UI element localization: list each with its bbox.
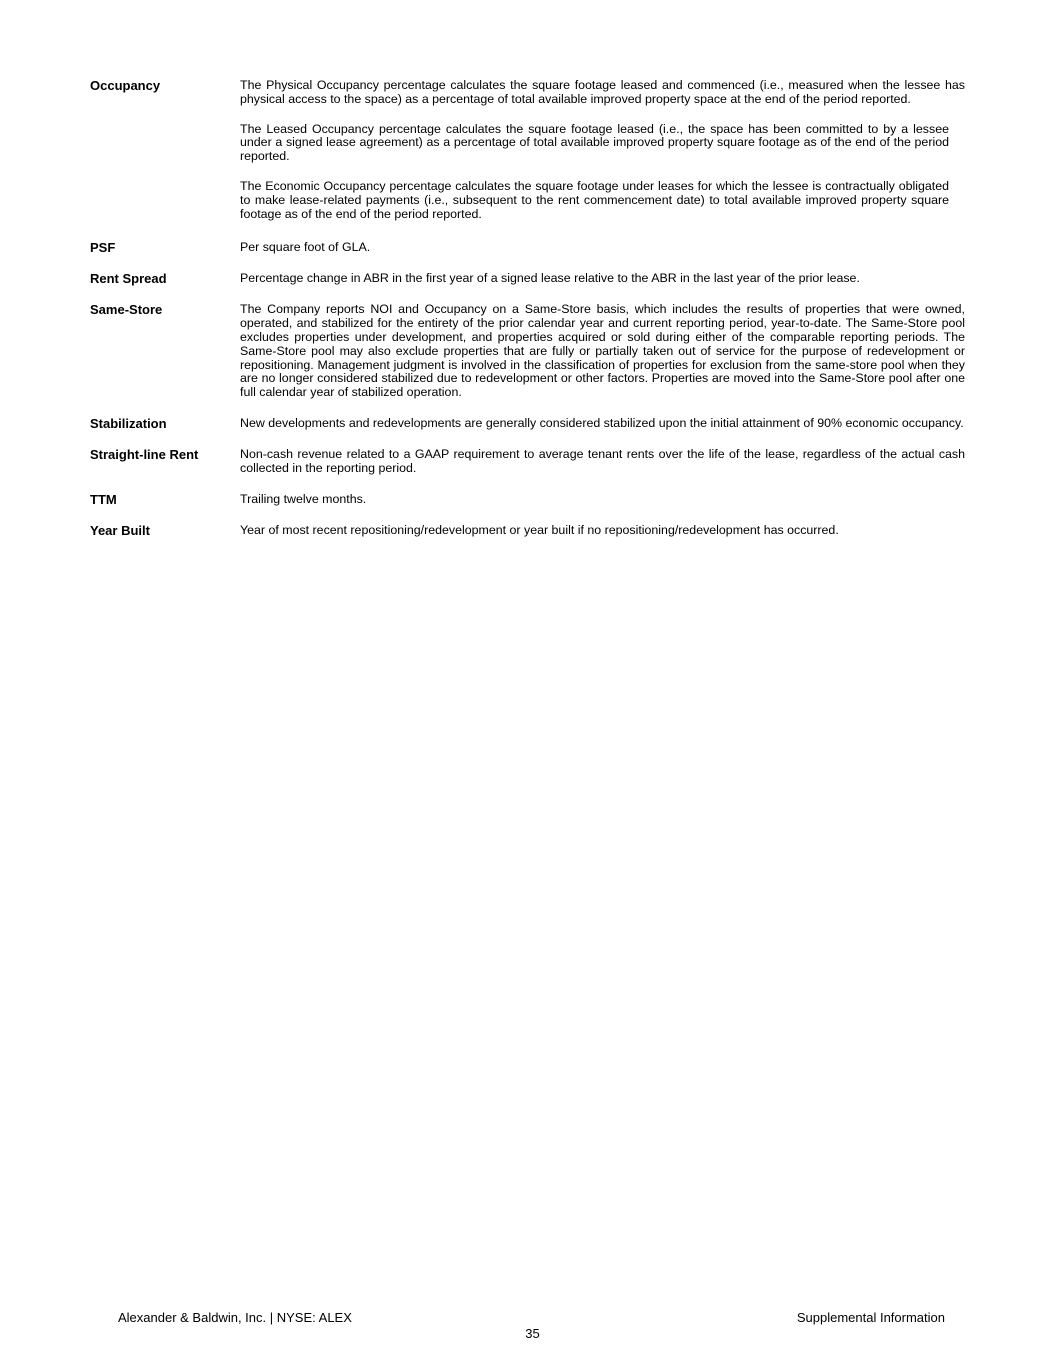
page-number: 35	[525, 1326, 540, 1341]
glossary-definitions	[240, 524, 965, 538]
glossary-definitions	[240, 448, 965, 476]
glossary-definition: Trailing twelve months.	[240, 491, 367, 506]
glossary-definitions	[240, 417, 965, 431]
glossary-entry-same-store	[90, 303, 965, 400]
glossary-entry-straight-line-rent	[90, 448, 965, 476]
glossary-entry-stabilization	[90, 417, 965, 431]
glossary-definition: Non-cash revenue related to a GAAP requirement to average tenant rents over the life of the lease, regardless of the actual cash collected in the reporting period.	[240, 446, 965, 475]
glossary-entry-rent-spread	[90, 272, 965, 286]
glossary-entry-year-built	[90, 524, 965, 538]
glossary-entry-occupancy	[90, 79, 965, 221]
glossary-definitions	[240, 241, 965, 255]
glossary-term: Same-Store	[90, 302, 163, 318]
glossary-definition: Per square foot of GLA.	[240, 240, 371, 255]
glossary-definitions	[240, 272, 965, 286]
glossary-definitions	[240, 493, 965, 507]
glossary-definition-leased-occupancy: The Leased Occupancy percentage calculates the square footage leased (i.e., the space has been committed to by a lessee under a signed lease agreement) as a percentage of total available improved property square footage as of the end of the period reported.	[240, 121, 949, 164]
glossary-term: TTM	[90, 491, 117, 507]
glossary-term: Stabilization	[90, 415, 167, 431]
footer-company: Alexander & Baldwin, Inc. | NYSE: ALEX	[118, 1310, 352, 1325]
glossary-definition: New developments and redevelopments are generally considered stabilized upon the initial attainment of 90% economic occupancy.	[240, 415, 964, 430]
glossary-list	[90, 79, 965, 538]
glossary-definitions	[240, 79, 965, 221]
glossary-definition: The Company reports NOI and Occupancy on a Same-Store basis, which includes the results of properties that were owned, operated, and stabilized for the entirety of the prior calendar year and current reporting period, year-to-date. The Same-Store pool excludes properties under development, and properties acquired or sold during either of the comparable reporting periods. The Same-Store pool may also exclude properties that are fully or partially taken out of service for the purpose of redevelopment or repositioning. Management judgment is involved in the classification of properties for exclusion from the same-store pool when they are no longer considered stabilized due to redevelopment or other factors. Properties are moved into the Same-Store pool after one full calendar year of stabilized operation.	[240, 302, 965, 400]
glossary-term: Year Built	[90, 522, 150, 538]
glossary-definition: Percentage change in ABR in the first year of a signed lease relative to the ABR in the last year of the prior lease.	[240, 271, 860, 286]
glossary-definition: Year of most recent repositioning/redevelopment or year built if no repositioning/redevelopment has occurred.	[240, 522, 839, 537]
glossary-term: PSF	[90, 240, 116, 256]
glossary-definition-economic-occupancy: The Economic Occupancy percentage calculates the square footage under leases for which the lessee is contractually obligated to make lease-related payments (i.e., subsequent to the rent commencement date) to total available improved property square footage as of the end of the period reported.	[240, 178, 949, 221]
glossary-definition-physical-occupancy: The Physical Occupancy percentage calculates the square footage leased and commenced (i.e., measured when the lessee has physical access to the space) as a percentage of total available improved property space at the end of the period reported.	[240, 78, 965, 106]
glossary-definitions	[240, 303, 965, 400]
glossary-entry-ttm	[90, 493, 965, 507]
glossary-term: Straight-line Rent	[90, 446, 199, 462]
glossary-entry-psf	[90, 241, 965, 255]
glossary-term: Occupancy	[90, 78, 161, 93]
glossary-term: Rent Spread	[90, 271, 167, 287]
footer-section: Supplemental Information	[796, 1310, 945, 1325]
